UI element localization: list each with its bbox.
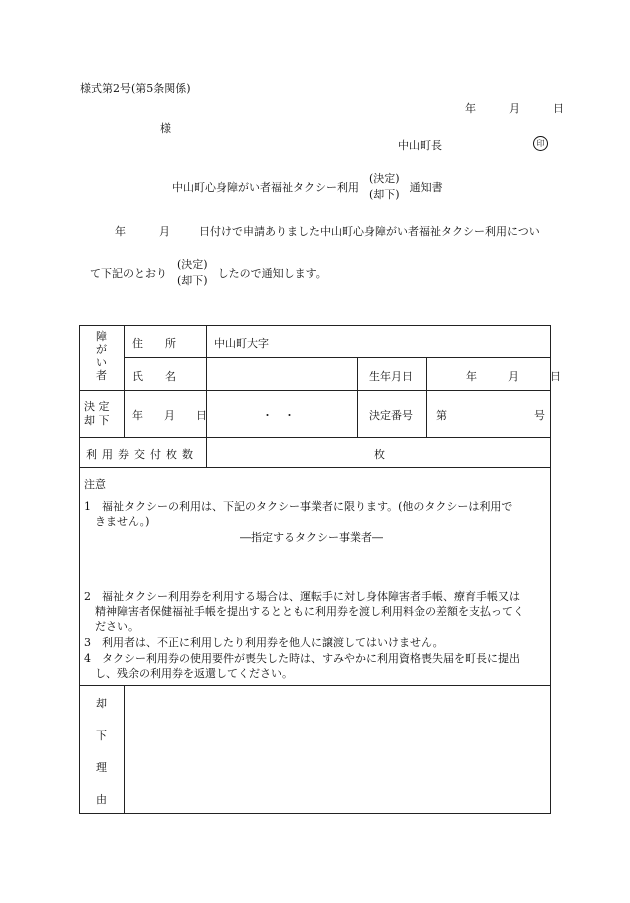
body-line-1 [115,223,540,239]
decision-label-approve: 決 定 [84,400,110,413]
col-divider [357,357,358,437]
name-label: 氏 名 [132,370,176,383]
note-1-line-1: 1 福祉タクシーの利用は、下記のタクシー事業者に限ります。(他のタクシーは利用で [84,500,513,513]
note-2-line-1: 2 福祉タクシー利用券を利用する場合は、運転手に対し身体障害者手帳、療育手帳又は [84,590,520,603]
row-divider [79,685,551,686]
notes-title: 注意 [84,478,106,491]
body-option-reject: (却下) [177,274,208,287]
decision-number-label: 決定番号 [369,409,413,422]
disabled-person-label [79,330,124,382]
decision-number-suffix: 号 [534,409,545,422]
row-divider [79,390,551,391]
designated-operator-heading: ―指定するタクシー事業者― [240,531,383,544]
note-4-line-2: し、残余の利用券を返還してください。 [84,667,293,680]
note-2-line-3: ださい。 [84,620,139,633]
col-divider [206,325,207,467]
row-divider [124,357,551,358]
decision-type-label [84,400,122,428]
rejection-reason-label [79,698,124,806]
decision-date-separators: ・ ・ [262,409,295,422]
disabled-label-char: 者 [96,369,107,382]
date-day-label: 日 [553,102,564,115]
note-2-line-2: 精神障害者保健福祉手帳を提出するとともに利用券を渡し利用料金の差額を支払ってく [84,605,524,618]
notice-title [172,171,443,203]
col-divider [124,685,125,814]
row-divider [79,467,551,468]
note-1-line-2: きません。) [84,515,150,528]
seal-mark [533,136,548,151]
notice-date [465,100,564,116]
birth-year-label: 年 [466,370,477,383]
decision-label-reject: 却 下 [84,414,110,427]
address-label: 住 所 [132,337,176,350]
address-value[interactable]: 中山町大字 [214,337,269,350]
note-3: 3 利用者は、不正に利用したり利用券を他人に譲渡してはいけません。 [84,636,444,649]
reason-label-char: 由 [96,793,107,806]
rejection-reason-field[interactable] [128,689,546,809]
title-option-reject: (却下) [369,188,400,201]
birth-month-label: 月 [508,370,519,383]
birthdate-label: 生年月日 [369,370,413,383]
tickets-unit: 枚 [374,448,385,461]
title-prefix: 中山町心身障がい者福祉タクシー利用 [172,181,359,194]
disabled-label-char: が [96,343,107,356]
form-number: 様式第2号(第5条関係) [80,82,191,95]
disabled-label-char: 障 [96,330,107,343]
addressee-honorific: 様 [160,122,171,135]
decision-year-label: 年 [132,409,143,422]
name-field[interactable] [210,360,354,388]
disabled-label-char: い [96,356,107,369]
body-month-label: 月 [159,225,170,238]
title-suffix: 通知書 [409,181,443,194]
issuer-mayor: 中山町長 [398,139,442,152]
body-year-label: 年 [115,225,126,238]
decision-month-label: 月 [164,409,175,422]
body-line1-text: 日付けで申請ありました中山町心身障がい者福祉タクシー利用につい [199,225,540,238]
reason-label-char: 下 [96,729,107,742]
decision-date[interactable] [132,407,207,423]
col-divider [124,325,125,437]
seal-icon: 印 [533,136,548,151]
row-divider [79,437,551,438]
tickets-issued-label: 利用券交付枚数 [86,448,198,461]
reason-label-char: 却 [96,697,107,710]
birthdate-field[interactable] [466,368,561,384]
birth-day-label: 日 [550,370,561,383]
reason-label-char: 理 [96,761,107,774]
decision-day-label: 日 [196,409,207,422]
date-month-label: 月 [509,102,520,115]
body-line2-suffix: したので通知します。 [217,267,327,280]
body-option-approve: (決定) [177,258,208,271]
title-option-approve: (決定) [369,172,400,185]
date-year-label: 年 [465,102,476,115]
decision-number-prefix: 第 [436,409,447,422]
body-line-2 [90,257,327,289]
note-4-line-1: 4 タクシー利用券の使用要件が喪失した時は、すみやかに利用資格喪失届を町長に提出 [84,652,520,665]
body-line2-prefix: て下記のとおり [90,267,167,280]
col-divider [426,357,427,437]
